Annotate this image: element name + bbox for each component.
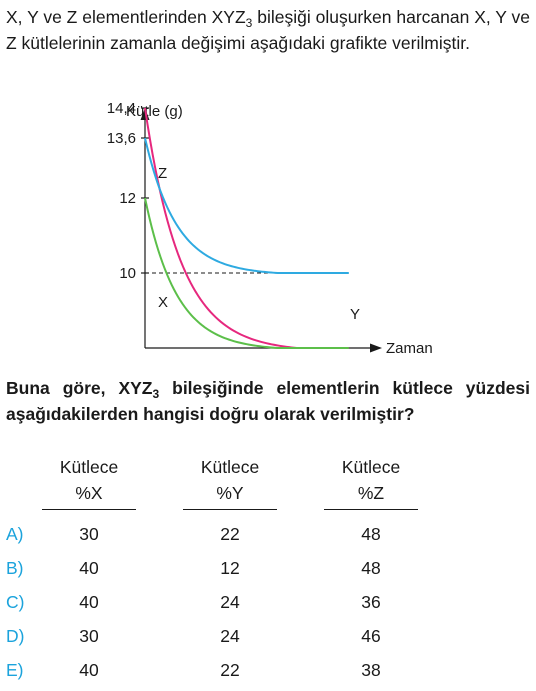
option-y-value: 12 xyxy=(220,558,240,578)
option-row-b[interactable] xyxy=(0,558,536,588)
option-z-value: 46 xyxy=(361,626,381,646)
x-axis-label: Zaman xyxy=(386,340,433,357)
option-z-value: 48 xyxy=(361,524,381,544)
option-row-d[interactable] xyxy=(0,626,536,656)
column-header-y xyxy=(180,454,280,506)
column-header-x-line1: Kütlece xyxy=(59,457,119,477)
series-y-line xyxy=(145,138,349,273)
option-y-value: 24 xyxy=(220,592,240,612)
series-z-line xyxy=(145,108,349,348)
y-tick-label: 14,4 xyxy=(106,100,136,117)
option-z-value: 38 xyxy=(361,660,381,680)
column-divider-x xyxy=(42,509,136,510)
option-y-value: 24 xyxy=(220,626,240,646)
question-text-part1: Buna göre, XYZ xyxy=(6,378,153,398)
column-header-y-line2: %Y xyxy=(216,483,244,503)
column-header-x xyxy=(39,454,139,506)
question-subscript: 3 xyxy=(152,387,160,401)
option-y-value: 22 xyxy=(220,524,240,544)
option-z-value: 36 xyxy=(361,592,381,612)
option-x-value: 30 xyxy=(79,626,99,646)
intro-text-part1: X, Y ve Z elementlerinden XYZ xyxy=(6,7,246,27)
option-letter: B) xyxy=(6,558,24,578)
option-y-value: 22 xyxy=(220,660,240,680)
y-tick-label: 13,6 xyxy=(106,130,136,147)
column-divider-z xyxy=(324,509,418,510)
option-row-e[interactable] xyxy=(0,660,536,690)
column-header-z-line2: %Z xyxy=(357,483,385,503)
option-letter: A) xyxy=(6,524,24,544)
option-x-value: 40 xyxy=(79,558,99,578)
series-label-x: X xyxy=(158,294,169,311)
intro-subscript: 3 xyxy=(245,16,253,30)
y-tick-label: 10 xyxy=(119,265,136,282)
column-header-x-line2: %X xyxy=(75,483,103,503)
column-header-y-line1: Kütlece xyxy=(200,457,260,477)
series-label-z: Z xyxy=(158,165,168,182)
series-label-y: Y xyxy=(350,306,361,323)
chart-axes xyxy=(141,108,383,353)
option-z-value: 48 xyxy=(361,558,381,578)
question-stem xyxy=(6,375,530,427)
option-row-c[interactable] xyxy=(0,592,536,622)
mass-time-chart xyxy=(0,92,536,372)
option-x-value: 30 xyxy=(79,524,99,544)
question-intro xyxy=(6,4,530,56)
option-x-value: 40 xyxy=(79,592,99,612)
option-letter: E) xyxy=(6,660,24,680)
column-header-z-line1: Kütlece xyxy=(341,457,401,477)
option-letter: D) xyxy=(6,626,25,646)
option-letter: C) xyxy=(6,592,25,612)
column-divider-y xyxy=(183,509,277,510)
y-axis-label: Kütle (g) xyxy=(126,103,183,120)
question-text-part2: bileşiğinde elementlerin kütlece yüzdesi aşağıdakilerden hangisi doğru olarak verilmiştir? xyxy=(6,378,530,424)
option-x-value: 40 xyxy=(79,660,99,680)
y-tick-label: 12 xyxy=(119,190,136,207)
option-row-a[interactable] xyxy=(0,524,536,554)
intro-text-part2: bileşiği oluşurken harcanan X, Y ve Z kütlelerinin zamanla değişimi aşağıdaki grafikte verilmiştir. xyxy=(6,7,530,53)
x-axis-arrow xyxy=(370,344,382,353)
column-header-z xyxy=(321,454,421,506)
